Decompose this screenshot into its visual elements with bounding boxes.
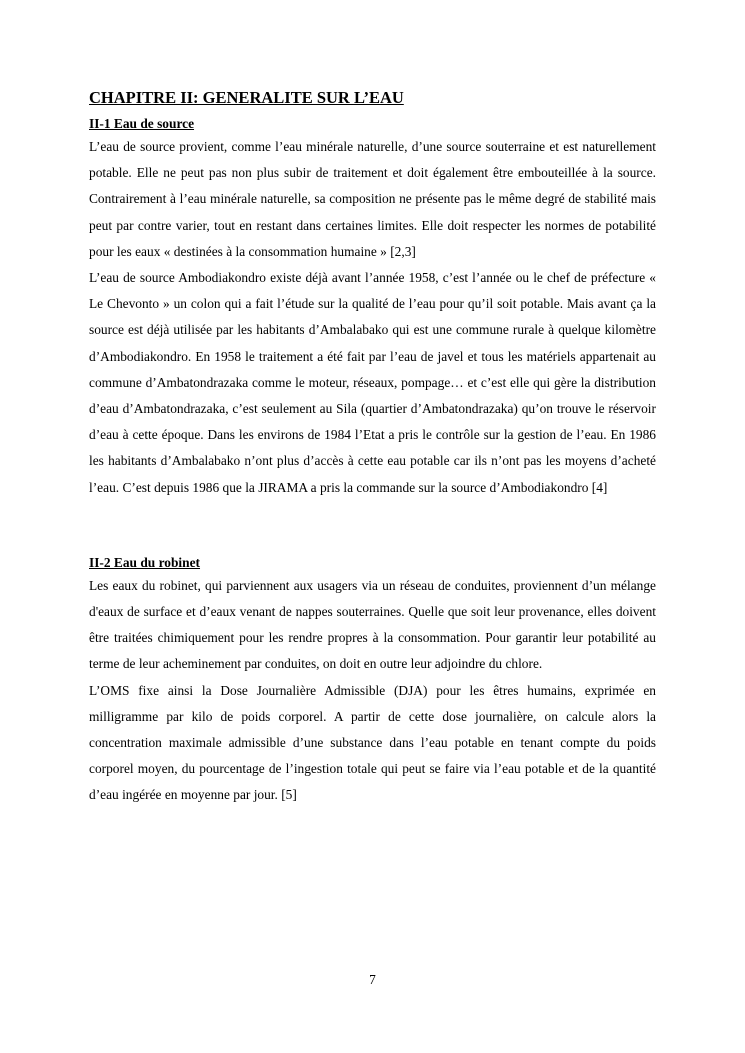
section-title-eau-de-source: II-1 Eau de source <box>89 116 195 131</box>
section-title-eau-du-robinet: II-2 Eau du robinet <box>89 554 201 570</box>
chapter-title: CHAPITRE II: GENERALITE SUR L’EAU <box>89 88 404 107</box>
paragraph: L’eau de source provient, comme l’eau minérale naturelle, d’une source souterraine et est naturellement potable. Elle ne peut pas non plus subir de traitement et doit également être embouteillée à la source. Contrairement à l’eau minérale naturelle, sa composition ne présente pas le même degré de stabilité mais peut par contre varier, tout en restant dans certaines limites. Elle doit respecter les normes de potabilité pour les eaux « destinées à la consommation humaine » [2,3] <box>89 139 656 259</box>
page-number: 7 <box>369 972 376 987</box>
document-page <box>89 86 656 809</box>
section-spacer <box>89 501 656 553</box>
paragraph: Les eaux du robinet, qui parviennent aux usagers via un réseau de conduites, proviennent d’un mélange d'eaux de surface et d’eaux venant de nappes souterraines. Quelle que soit leur provenance, elles doivent être traitées chimiquement pour les rendre propres à la consommation. Pour garantir leur potabilité au terme de leur acheminement par conduites, on doit en outre leur adjoindre du chlore. <box>89 577 656 672</box>
paragraph: L’eau de source Ambodiakondro existe déjà avant l’année 1958, c’est l’année ou le chef de préfecture « Le Chevonto » un colon qui a fait l’étude sur la qualité de l’eau pour qu’il soit potable. Mais avant ça la source est déjà utilisée par les habitants d’Ambalabako qui est une commune rurale à quelque kilomètre d’Ambodiakondro. En 1958 le traitement a été fait par l’eau de javel et tous les matériels appartenait au commune d’Ambatondrazaka comme le moteur, réseaux, pompage… et c’est elle qui gère la distribution d’eau d’Ambatondrazaka, c’est seulement au Sila (quartier d’Ambatondrazaka) qu’on trouve le réservoir d’eau à cette époque. Dans les environs de 1984 l’Etat a pris le contrôle sur la gestion de l’eau. En 1986 les habitants d’Ambalabako n’ont plus d’accès à cette eau potable car ils n’ont pas les moyens d’acheté l’eau. C’est depuis 1986 que la JIRAMA a pris la commande sur la source d’Ambodiakondro [4] <box>89 270 656 495</box>
paragraph: L’OMS fixe ainsi la Dose Journalière Admissible (DJA) pour les êtres humains, exprimée en milligramme par kilo de poids corporel. A partir de cette dose journalière, on calcule alors la concentration maximale admissible d’une substance dans l’eau potable en tenant compte du poids corporel moyen, du pourcentage de l’ingestion totale qui peut se faire via l’eau potable et de la quantité d’eau ingérée en moyenne par jour. [5] <box>89 682 656 803</box>
